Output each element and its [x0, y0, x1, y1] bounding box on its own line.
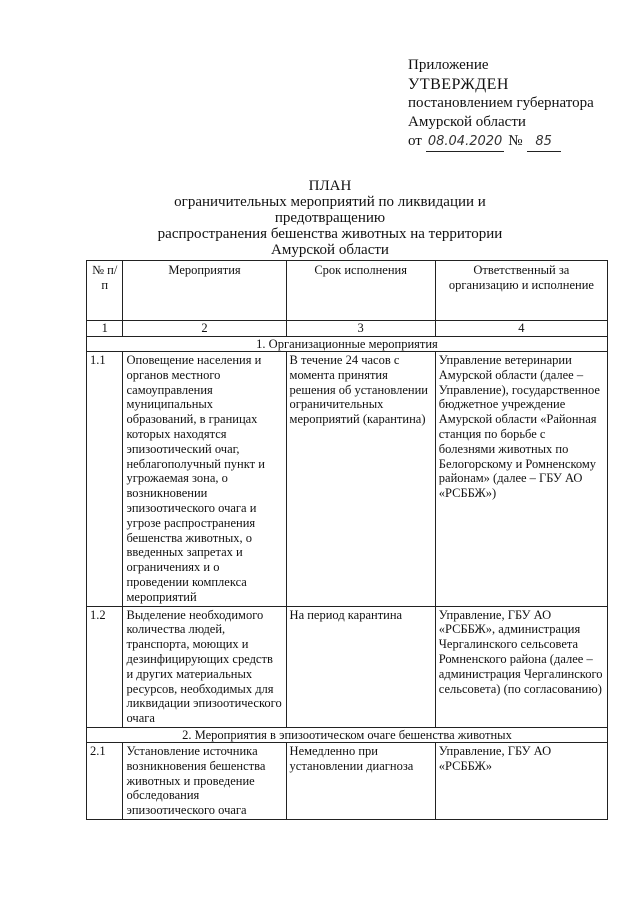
- responsible-cell: Управление, ГБУ АО «РСББЖ»: [435, 742, 607, 819]
- header-deadline: Срок исполнения: [286, 261, 435, 321]
- section-title-1: 1. Организационные мероприятия: [87, 337, 608, 352]
- appendix-label: Приложение: [408, 57, 489, 73]
- region-label: Амурской области: [408, 114, 526, 130]
- deadline-cell: На период карантина: [286, 606, 435, 727]
- handwritten-date: 08.04.2020: [426, 132, 504, 152]
- responsible-cell: Управление ветеринарии Амурской области (далее – Управление), государственное бюджетное учреждение Амурской области «Районная станция по борьбе с болезнями животных по Белогорскому и Ромненскому районам» (далее – ГБУ АО «РСББЖ»): [435, 352, 607, 607]
- approval-block: [408, 56, 594, 152]
- header-number: № п/п: [87, 261, 123, 321]
- table-header-row: [87, 261, 608, 321]
- column-number: 4: [435, 321, 607, 337]
- handwritten-number: 85: [527, 132, 561, 152]
- measure-cell: Установление источника возникновения бешенства животных и проведение обследования эпизоотического очага: [123, 742, 286, 819]
- row-number: 1.2: [87, 606, 123, 727]
- row-number: 2.1: [87, 742, 123, 819]
- column-number: 3: [286, 321, 435, 337]
- plan-title: [120, 178, 540, 258]
- approved-label: УТВЕРЖДЕН: [408, 76, 509, 93]
- section-title-2: 2. Мероприятия в эпизоотическом очаге бешенства животных: [87, 727, 608, 742]
- section-row: [87, 727, 608, 742]
- header-responsible: Ответственный за организацию и исполнение: [435, 261, 607, 321]
- plan-title-line3: распространения бешенства животных на территории: [157, 226, 503, 242]
- date-number-line: [408, 132, 594, 152]
- header-measures: Мероприятия: [123, 261, 286, 321]
- measures-table: [86, 260, 608, 820]
- number-label: №: [508, 133, 523, 149]
- table-row: [87, 606, 608, 727]
- table-row: [87, 742, 608, 819]
- responsible-cell: Управление, ГБУ АО «РСББЖ», администрация Чергалинского сельсовета Ромненского района (далее – администрация Чергалинского сельсовета) (по согласованию): [435, 606, 607, 727]
- deadline-cell: Немедленно при установлении диагноза: [286, 742, 435, 819]
- from-label: от: [408, 133, 422, 149]
- resolution-label: постановлением губернатора: [408, 95, 594, 111]
- plan-title-line2: ограничительных мероприятий по ликвидации и предотвращению: [174, 194, 486, 226]
- section-row: [87, 337, 608, 352]
- measure-cell: Выделение необходимого количества людей, транспорта, моющих и дезинфицирующих средств и других материальных ресурсов, необходимых для ликвидации эпизоотического очага: [123, 606, 286, 727]
- column-number: 1: [87, 321, 123, 337]
- row-number: 1.1: [87, 352, 123, 607]
- plan-title-line4: Амурской области: [271, 242, 389, 258]
- plan-title-line1: ПЛАН: [308, 178, 352, 194]
- column-number-row: [87, 321, 608, 337]
- deadline-cell: В течение 24 часов с момента принятия решения об установлении ограничительных мероприятий (карантина): [286, 352, 435, 607]
- measure-cell: Оповещение населения и органов местного самоуправления муниципальных образований, в границах которых находятся эпизоотический очаг, неблагополучный пункт и угрожаемая зона, о возникновении эпизоотического очага и угрозе распространения бешенства животных, о введенных запретах и ограничениях и о проведении комплекса мероприятий: [123, 352, 286, 607]
- table-row: [87, 352, 608, 607]
- column-number: 2: [123, 321, 286, 337]
